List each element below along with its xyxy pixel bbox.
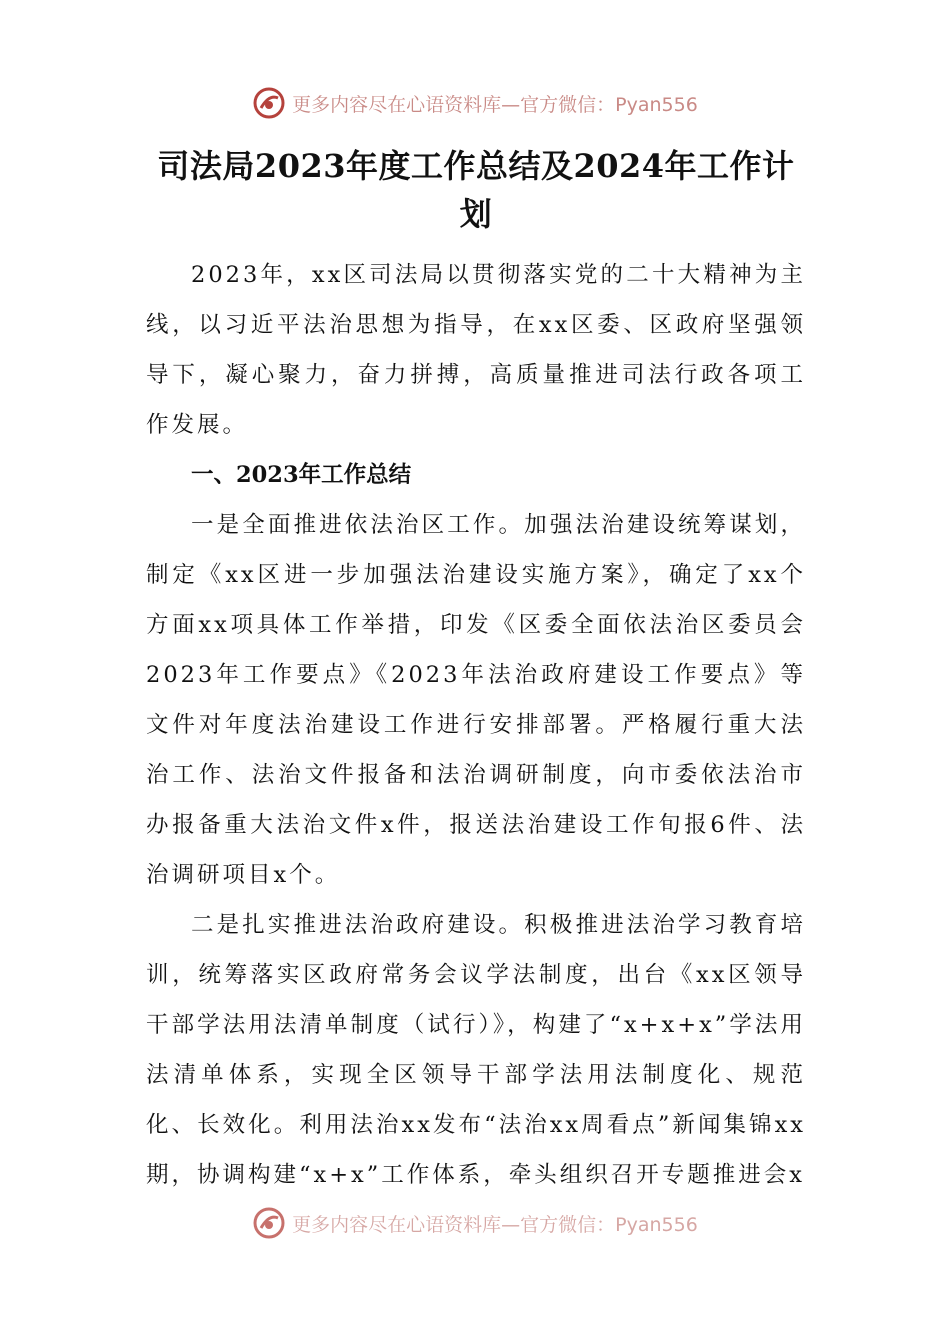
watermark-header [0,86,950,120]
watermark-text: 更多内容尽在心语资料库—官方微信：Pyan556 [292,93,698,116]
logo-icon [252,1206,286,1240]
document-title: 司法局2023年度工作总结及2024年工作计划 [157,147,795,233]
logo-icon [252,86,286,120]
watermark-text: 更多内容尽在心语资料库—官方微信：Pyan556 [292,1213,698,1236]
body-paragraph-2: 二是扎实推进法治政府建设。积极推进法治学习教育培训，统筹落实区政府常务会议学法制度，出台《xx区领导干部学法用法清单制度（试行）》，构建了“x+x+x”学法用法清单体系，实现全区领导干部学法用法制度化、规范化、长效化。利用法治xx发布“法治xx周看点”新闻集锦xx期，协调构建“x+x”工作体系，牵头组织召开专题推进会x [146,912,806,1188]
watermark-footer [0,1206,950,1240]
intro-paragraph: 2023年，xx区司法局以贯彻落实党的二十大精神为主线，以习近平法治思想为指导，在xx区委、区政府坚强领导下，凝心聚力，奋力拼搏，高质量推进司法行政各项工作发展。 [146,262,806,438]
section-heading: 一、2023年工作总结 [191,462,412,488]
body-paragraph-1: 一是全面推进依法治区工作。加强法治建设统筹谋划，制定《xx区进一步加强法治建设实施方案》，确定了xx个方面xx项具体工作举措，印发《区委全面依法治区委员会2023年工作要点》《2023年法治政府建设工作要点》等文件对年度法治建设工作进行安排部署。严格履行重大法治工作、法治文件报备和法治调研制度，向市委依法治市办报备重大法治文件x件，报送法治建设工作旬报6件、法治调研项目x个。 [146,512,806,888]
document-body [146,142,806,1200]
